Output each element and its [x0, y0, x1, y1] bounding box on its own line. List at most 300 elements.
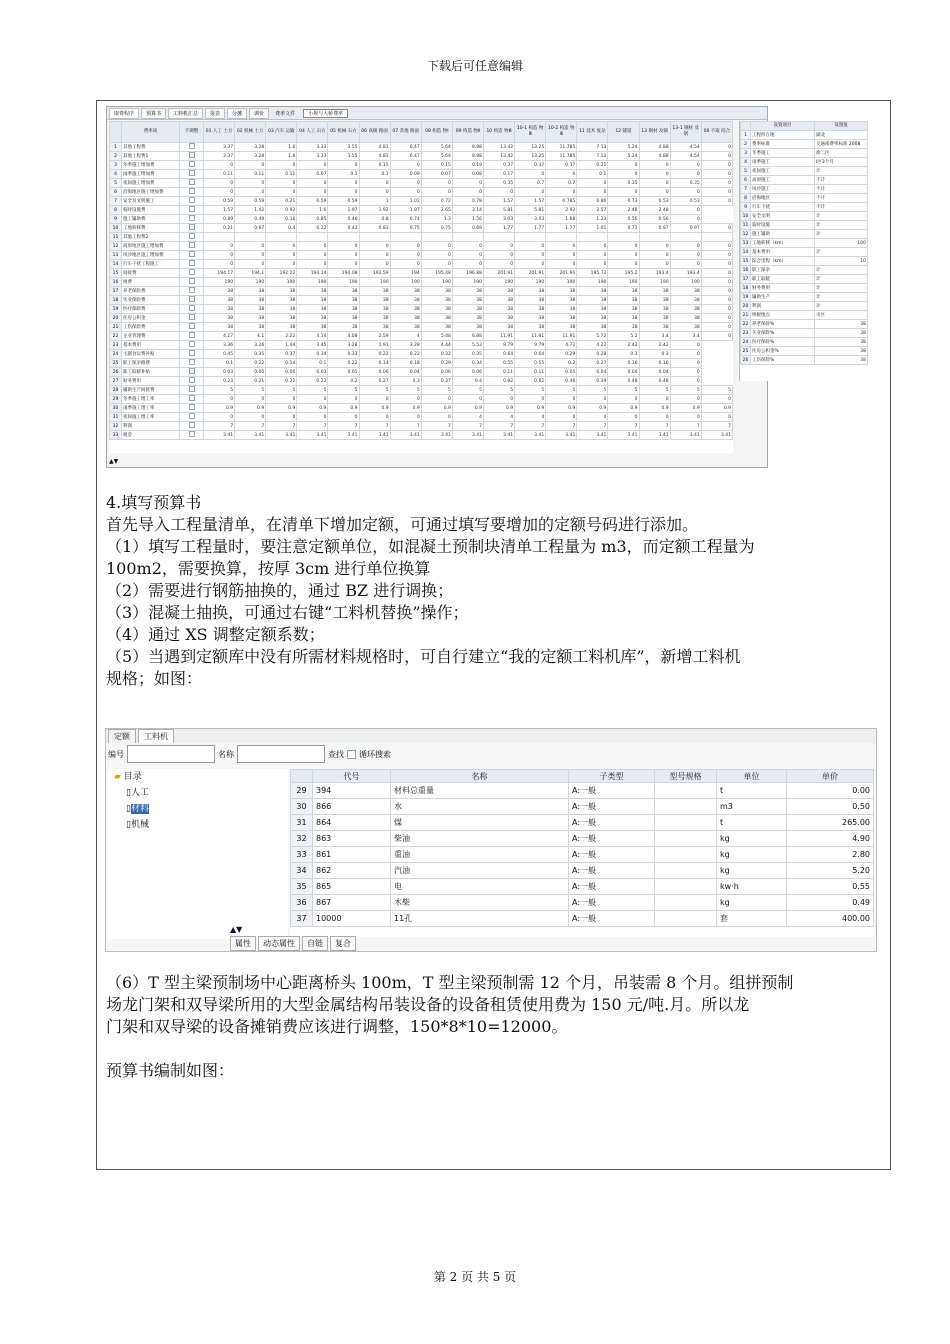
fee-rate-cell[interactable]: 38	[483, 305, 514, 314]
fee-rate-cell[interactable]: 0.04	[577, 368, 608, 377]
fee-rate-cell[interactable]: 190	[235, 278, 266, 287]
fee-rate-cell[interactable]: 0	[670, 161, 701, 170]
fee-rate-cell[interactable]: 11.91	[483, 332, 514, 341]
material-price[interactable]: 2.80	[787, 847, 874, 863]
fee-rate-cell[interactable]: 0	[359, 395, 390, 404]
settings-row[interactable]	[741, 320, 868, 329]
fee-rate-cell[interactable]: 0	[701, 152, 732, 161]
material-unit[interactable]: kg	[717, 847, 787, 863]
fee-rate-cell[interactable]: 0	[328, 242, 359, 251]
fee-rate-cell[interactable]: 6.88	[452, 332, 483, 341]
table-row[interactable]	[110, 269, 733, 278]
fee-rate-cell[interactable]: 5	[452, 386, 483, 395]
fee-rate-cell[interactable]: 2.59	[359, 332, 390, 341]
fee-rate-cell[interactable]: 0	[546, 170, 577, 179]
fee-rate-cell[interactable]: 0.49	[235, 215, 266, 224]
fee-rate-cell[interactable]: 190	[452, 278, 483, 287]
fee-rate-cell[interactable]: 4.14	[297, 332, 328, 341]
fee-rate-cell[interactable]: 0	[639, 413, 670, 422]
fee-rate-cell[interactable]: 38	[328, 323, 359, 332]
fee-rate-cell[interactable]: 38	[515, 287, 546, 296]
fee-rate-cell[interactable]: 3.37	[204, 152, 235, 161]
table-row[interactable]	[110, 278, 733, 287]
fee-rate-cell[interactable]: 0.32	[421, 350, 452, 359]
fee-rate-cell[interactable]: 0	[483, 260, 514, 269]
fee-rate-cell[interactable]	[701, 233, 732, 242]
fee-rate-cell[interactable]: 0.03	[204, 368, 235, 377]
fee-rate-cell[interactable]: 38	[421, 296, 452, 305]
setting-value[interactable]: 计	[815, 212, 868, 221]
fee-rate-cell[interactable]: 5.64	[421, 152, 452, 161]
no-adjust-checkbox[interactable]	[189, 404, 195, 410]
fee-rate-cell[interactable]: 3.41	[390, 431, 421, 440]
fee-rate-cell[interactable]: 3.41	[421, 431, 452, 440]
settings-row[interactable]	[741, 248, 868, 257]
fee-rate-cell[interactable]: 0.9	[483, 404, 514, 413]
fee-rate-cell[interactable]: 0	[390, 260, 421, 269]
no-adjust-checkbox[interactable]	[189, 377, 195, 383]
fee-rate-cell[interactable]: 38	[266, 314, 297, 323]
no-adjust-checkbox[interactable]	[189, 287, 195, 293]
fee-rate-cell[interactable]: 0.17	[483, 170, 514, 179]
fee-rate-cell[interactable]: 0	[701, 413, 732, 422]
material-unit[interactable]: kg	[717, 895, 787, 911]
table-row[interactable]	[291, 799, 874, 815]
fee-rate-cell[interactable]: 3.41	[204, 431, 235, 440]
fee-rate-cell[interactable]: 0.73	[608, 197, 639, 206]
fee-rate-cell[interactable]: 0.72	[421, 197, 452, 206]
fee-rate-cell[interactable]: 38	[670, 305, 701, 314]
fee-rate-cell[interactable]: 0	[670, 206, 701, 215]
fee-rate-cell[interactable]: 3.41	[701, 431, 732, 440]
fee-rate-cell[interactable]: 3.33	[297, 152, 328, 161]
material-price[interactable]: 0.00	[787, 783, 874, 799]
no-adjust-checkbox[interactable]	[189, 278, 195, 284]
fee-rate-cell[interactable]: 0	[546, 260, 577, 269]
fee-rate-cell[interactable]: 0.53	[639, 197, 670, 206]
fee-rate-cell[interactable]: 0.9	[204, 404, 235, 413]
fee-rate-cell[interactable]: 0	[701, 197, 732, 206]
material-code[interactable]: 867	[313, 895, 391, 911]
table-row[interactable]	[110, 215, 733, 224]
fee-rate-cell[interactable]: 0	[515, 251, 546, 260]
fee-rate-cell[interactable]: 38	[546, 296, 577, 305]
fee-rate-cell[interactable]: 4.1	[235, 332, 266, 341]
material-spec[interactable]	[655, 863, 717, 879]
table-row[interactable]	[110, 323, 733, 332]
fee-rate-cell[interactable]: 4.54	[670, 143, 701, 152]
setting-value[interactable]: 不计	[815, 203, 868, 212]
fee-rate-cell[interactable]: 0.03	[297, 368, 328, 377]
fee-rate-cell[interactable]: 11.785	[546, 143, 577, 152]
fee-rate-cell[interactable]: 0.7	[546, 179, 577, 188]
fee-rate-cell[interactable]: 0	[204, 188, 235, 197]
fee-rate-cell[interactable]: 5	[359, 386, 390, 395]
table-row[interactable]	[291, 815, 874, 831]
fee-rate-cell[interactable]: 2.42	[608, 341, 639, 350]
fee-rate-cell[interactable]: 0.4	[266, 224, 297, 233]
fee-rate-cell[interactable]: 0	[452, 395, 483, 404]
fee-rate-cell[interactable]: 0.16	[608, 359, 639, 368]
fee-rate-cell[interactable]: 3.33	[297, 143, 328, 152]
fee-rate-cell[interactable]: 0	[235, 413, 266, 422]
fee-rate-cell[interactable]	[546, 233, 577, 242]
fee-rate-cell[interactable]: 0	[235, 251, 266, 260]
fee-rate-cell[interactable]: 4	[515, 413, 546, 422]
fee-rate-cell[interactable]: 38	[204, 323, 235, 332]
table-row[interactable]	[110, 296, 733, 305]
fee-rate-cell[interactable]: 190	[328, 278, 359, 287]
fee-rate-cell[interactable]: 0.11	[515, 368, 546, 377]
tab-fee-program[interactable]: 取费程序	[109, 108, 139, 119]
fee-rate-cell[interactable]	[421, 233, 452, 242]
fee-rate-cell[interactable]: 0.46	[328, 215, 359, 224]
fee-rate-cell[interactable]: 38	[639, 305, 670, 314]
fee-rate-cell[interactable]: 0	[670, 188, 701, 197]
fee-rate-cell[interactable]	[235, 233, 266, 242]
fee-rate-cell[interactable]: 4	[390, 332, 421, 341]
material-name[interactable]: 电	[391, 879, 569, 895]
fee-rate-cell[interactable]: 1.97	[328, 206, 359, 215]
material-unit[interactable]: t	[717, 783, 787, 799]
fee-rate-cell[interactable]: 0.35	[670, 179, 701, 188]
fee-rate-cell[interactable]: 0	[204, 242, 235, 251]
table-row[interactable]	[110, 152, 733, 161]
fee-rate-cell[interactable]: 11.91	[546, 332, 577, 341]
no-adjust-checkbox[interactable]	[189, 341, 195, 347]
fee-rate-cell[interactable]: 0	[701, 395, 732, 404]
fee-rate-cell[interactable]: 38	[452, 314, 483, 323]
fee-rate-cell[interactable]: 0.15	[421, 161, 452, 170]
tab-allocate[interactable]: 分摊	[227, 108, 247, 119]
fee-rate-cell[interactable]: 0	[701, 305, 732, 314]
table-row[interactable]	[110, 233, 733, 242]
fee-rate-cell[interactable]: 0	[359, 179, 390, 188]
fee-rate-cell[interactable]: 0	[235, 188, 266, 197]
fee-rate-cell[interactable]: 0	[297, 242, 328, 251]
fee-rate-cell[interactable]: 3.55	[328, 152, 359, 161]
material-name[interactable]: 木柴	[391, 895, 569, 911]
material-price[interactable]: 0.50	[787, 799, 874, 815]
fee-rate-cell[interactable]: 0.21	[204, 224, 235, 233]
fee-rate-cell[interactable]	[297, 233, 328, 242]
fee-rate-cell[interactable]: 190	[204, 278, 235, 287]
fee-rate-cell[interactable]: 0	[204, 260, 235, 269]
tab-material[interactable]: 工料机	[138, 729, 174, 743]
fee-rate-cell[interactable]: 0	[546, 188, 577, 197]
fee-rate-cell[interactable]: 38	[390, 287, 421, 296]
fee-rate-cell[interactable]: 0.07	[421, 170, 452, 179]
fee-rate-cell[interactable]: 0	[670, 368, 701, 377]
table-row[interactable]	[110, 341, 733, 350]
fee-rate-cell[interactable]: 1.56	[452, 215, 483, 224]
fee-rate-cell[interactable]: 0	[421, 242, 452, 251]
fee-rate-cell[interactable]: 201.91	[546, 269, 577, 278]
fee-rate-cell[interactable]: 11.91	[515, 332, 546, 341]
code-input[interactable]	[127, 745, 215, 763]
fee-rate-cell[interactable]: 0.89	[204, 215, 235, 224]
fee-rate-cell[interactable]: 5.2	[608, 332, 639, 341]
fee-rate-cell[interactable]: 0	[670, 260, 701, 269]
fee-rate-cell[interactable]: 3.36	[204, 341, 235, 350]
settings-row[interactable]	[741, 338, 868, 347]
fee-rate-cell[interactable]: 38	[546, 323, 577, 332]
fee-rate-cell[interactable]: 0	[701, 278, 732, 287]
fee-rate-cell[interactable]: 0	[421, 251, 452, 260]
fee-rate-cell[interactable]: 0	[670, 395, 701, 404]
fee-rate-cell[interactable]: 3.41	[608, 431, 639, 440]
table-row[interactable]	[110, 305, 733, 314]
fee-rate-cell[interactable]: 194.08	[328, 269, 359, 278]
fee-rate-cell[interactable]: 0.9	[546, 404, 577, 413]
fee-rate-cell[interactable]: 0.33	[328, 350, 359, 359]
fee-rate-cell[interactable]: 0	[297, 260, 328, 269]
material-price[interactable]: 400.00	[787, 911, 874, 927]
fee-rate-cell[interactable]: 0	[204, 413, 235, 422]
fee-rate-cell[interactable]: 0	[701, 251, 732, 260]
fee-rate-cell[interactable]: 0	[235, 260, 266, 269]
tree-root[interactable]	[108, 769, 288, 785]
fee-rate-cell[interactable]: 0.07	[297, 170, 328, 179]
settings-row[interactable]	[741, 275, 868, 284]
fee-rate-cell[interactable]: 192.22	[266, 269, 297, 278]
material-price[interactable]: 265.00	[787, 815, 874, 831]
fee-rate-cell[interactable]: 0.48	[608, 377, 639, 386]
fee-rate-cell[interactable]: 38	[328, 287, 359, 296]
no-adjust-checkbox[interactable]	[189, 143, 195, 149]
fee-rate-cell[interactable]: 38	[390, 323, 421, 332]
fee-rate-cell[interactable]: 0	[639, 179, 670, 188]
fee-rate-cell[interactable]: 1.92	[359, 206, 390, 215]
fee-rate-cell[interactable]: 7.13	[577, 152, 608, 161]
fee-rate-cell[interactable]: 0.59	[235, 197, 266, 206]
fee-rate-cell[interactable]: 0	[546, 251, 577, 260]
fee-rate-cell[interactable]: 8.88	[452, 152, 483, 161]
no-adjust-checkbox[interactable]	[189, 224, 195, 230]
fee-rate-cell[interactable]: 0	[670, 377, 701, 386]
fee-rate-cell[interactable]: 0.1	[297, 359, 328, 368]
fee-rate-cell[interactable]: 0	[483, 188, 514, 197]
fee-rate-cell[interactable]: 0	[235, 242, 266, 251]
fee-rate-cell[interactable]: 38	[546, 305, 577, 314]
fee-rate-cell[interactable]: 38	[608, 314, 639, 323]
fee-rate-cell[interactable]: 190	[515, 278, 546, 287]
fee-rate-cell[interactable]: 7	[204, 422, 235, 431]
fee-rate-cell[interactable]: 0.35	[235, 350, 266, 359]
fee-rate-cell[interactable]	[639, 233, 670, 242]
fee-rate-cell[interactable]: 4	[452, 413, 483, 422]
fee-rate-cell[interactable]: 38	[546, 287, 577, 296]
fee-rate-cell[interactable]: 0.28	[577, 350, 608, 359]
no-adjust-checkbox[interactable]	[189, 413, 195, 419]
fee-rate-cell[interactable]: 0.3	[639, 350, 670, 359]
fee-rate-cell[interactable]: 0.82	[483, 377, 514, 386]
fee-rate-cell[interactable]: 0	[266, 260, 297, 269]
setting-value[interactable]: 计	[815, 167, 868, 176]
fee-rate-cell[interactable]	[670, 233, 701, 242]
fee-rate-cell[interactable]: 38	[546, 314, 577, 323]
fee-rate-cell[interactable]: 38	[577, 305, 608, 314]
fee-rate-cell[interactable]: 2.48	[639, 206, 670, 215]
fee-rate-cell[interactable]: 7	[328, 422, 359, 431]
fee-rate-cell[interactable]: 4.54	[670, 152, 701, 161]
fee-rate-cell[interactable]: 0.1	[359, 170, 390, 179]
fee-rate-cell[interactable]: 0	[328, 413, 359, 422]
fee-rate-cell[interactable]: 0.2	[546, 359, 577, 368]
fee-rate-cell[interactable]: 0.04	[390, 368, 421, 377]
fee-rate-cell[interactable]: 38	[235, 296, 266, 305]
fee-rate-cell[interactable]: 0.39	[577, 377, 608, 386]
fee-rate-cell[interactable]: 1	[359, 197, 390, 206]
fee-rate-cell[interactable]: 38	[390, 296, 421, 305]
fee-rate-cell[interactable]: 0.22	[328, 359, 359, 368]
fee-rate-cell[interactable]: 7	[577, 422, 608, 431]
fee-rate-cell[interactable]: 0.35	[483, 179, 514, 188]
fee-rate-cell[interactable]: 38	[266, 296, 297, 305]
fee-rate-cell[interactable]: 195.72	[577, 269, 608, 278]
fee-rate-cell[interactable]: 0	[297, 179, 328, 188]
tab-composite[interactable]: 复合	[330, 936, 356, 951]
fee-rate-cell[interactable]: 190	[670, 278, 701, 287]
fee-rate-cell[interactable]: 0	[515, 242, 546, 251]
fee-rate-cell[interactable]: 0	[701, 179, 732, 188]
fee-rate-cell[interactable]: 38	[577, 296, 608, 305]
fee-rate-cell[interactable]: 0.11	[204, 170, 235, 179]
fee-rate-cell[interactable]: 0.1	[577, 170, 608, 179]
fee-rate-cell[interactable]: 0	[359, 242, 390, 251]
setting-value[interactable]: 计	[815, 275, 868, 284]
fee-rate-cell[interactable]: 0.3	[390, 377, 421, 386]
fee-rate-cell[interactable]: 0	[297, 395, 328, 404]
fee-rate-cell[interactable]: 11.785	[546, 152, 577, 161]
fee-rate-cell[interactable]: 0.46	[546, 377, 577, 386]
fee-rate-cell[interactable]: 0	[608, 161, 639, 170]
fee-rate-cell[interactable]: 1.44	[266, 341, 297, 350]
fee-rate-cell[interactable]: 0.9	[297, 404, 328, 413]
fee-rate-cell[interactable]: 0	[701, 170, 732, 179]
setting-value[interactable]: 计	[815, 284, 868, 293]
material-spec[interactable]	[655, 783, 717, 799]
fee-rate-cell[interactable]: 0	[701, 188, 732, 197]
table-row[interactable]	[110, 413, 733, 422]
fee-rate-cell[interactable]: 38	[297, 287, 328, 296]
fee-rate-cell[interactable]: 0.35	[452, 350, 483, 359]
fee-rate-cell[interactable]: 0.74	[390, 215, 421, 224]
fee-rate-cell[interactable]: 0	[204, 251, 235, 260]
fee-rate-cell[interactable]: 0	[328, 251, 359, 260]
no-adjust-checkbox[interactable]	[189, 431, 195, 437]
fee-rate-cell[interactable]: 195.48	[421, 269, 452, 278]
material-code[interactable]: 861	[313, 847, 391, 863]
fee-rate-cell[interactable]: 1.57	[515, 197, 546, 206]
tab-dynamic-property[interactable]: 动态属性	[258, 936, 300, 951]
fee-rate-cell[interactable]	[328, 233, 359, 242]
fee-rate-cell[interactable]: 0	[452, 260, 483, 269]
setting-value[interactable]: 不计	[815, 194, 868, 203]
fee-rate-cell[interactable]: 5	[577, 386, 608, 395]
fee-rate-cell[interactable]: 8.88	[452, 143, 483, 152]
fee-rate-cell[interactable]: 190	[359, 278, 390, 287]
fee-rate-cell[interactable]: 0	[204, 395, 235, 404]
fee-rate-cell[interactable]: 0	[670, 350, 701, 359]
fee-rate-cell[interactable]: 38	[608, 323, 639, 332]
table-row[interactable]	[110, 143, 733, 152]
fee-rate-cell[interactable]: 1.77	[483, 224, 514, 233]
material-spec[interactable]	[655, 831, 717, 847]
fee-rate-cell[interactable]: 0.86	[577, 197, 608, 206]
fee-rate-cell[interactable]: 0.06	[266, 368, 297, 377]
fee-rate-cell[interactable]: 2.48	[608, 206, 639, 215]
fee-rate-cell[interactable]: 0.9	[390, 404, 421, 413]
fee-rate-cell[interactable]: 2.92	[546, 206, 577, 215]
tab-report[interactable]: 报表	[205, 108, 225, 119]
fee-rate-cell[interactable]: 38	[328, 305, 359, 314]
table-row[interactable]	[110, 287, 733, 296]
fee-rate-cell[interactable]: 7	[359, 422, 390, 431]
table-row[interactable]	[110, 170, 733, 179]
fee-rate-cell[interactable]: 38	[390, 314, 421, 323]
fee-rate-cell[interactable]: 7	[452, 422, 483, 431]
fee-rate-cell[interactable]: 0.9	[577, 404, 608, 413]
no-adjust-checkbox[interactable]	[189, 233, 195, 239]
fee-rate-cell[interactable]: 196.88	[452, 269, 483, 278]
table-row[interactable]	[291, 847, 874, 863]
no-adjust-checkbox[interactable]	[189, 332, 195, 338]
fee-rate-cell[interactable]: 4.22	[577, 341, 608, 350]
fee-rate-cell[interactable]: 0	[421, 179, 452, 188]
fee-rate-cell[interactable]: 0	[266, 242, 297, 251]
fee-rate-cell[interactable]: 3.45	[297, 341, 328, 350]
fee-rate-cell[interactable]: 0.21	[266, 377, 297, 386]
fee-rate-cell[interactable]: 38	[639, 323, 670, 332]
fee-rate-cell[interactable]: 0.75	[390, 224, 421, 233]
fee-rate-cell[interactable]: 4.81	[359, 152, 390, 161]
fee-rate-cell[interactable]: 0	[577, 188, 608, 197]
fee-rate-cell[interactable]: 38	[204, 314, 235, 323]
fee-rate-cell[interactable]: 0.64	[515, 350, 546, 359]
fee-rate-cell[interactable]: 0.16	[266, 215, 297, 224]
fee-rate-cell[interactable]: 0	[266, 413, 297, 422]
settings-row[interactable]	[741, 221, 868, 230]
fee-rate-cell[interactable]: 7.13	[577, 143, 608, 152]
fee-rate-cell[interactable]: 0.27	[577, 359, 608, 368]
fee-rate-cell[interactable]: 0	[639, 260, 670, 269]
fee-rate-cell[interactable]: 38	[297, 305, 328, 314]
setting-value[interactable]: 计	[815, 293, 868, 302]
fee-rate-cell[interactable]: 192.59	[359, 269, 390, 278]
fee-rate-cell[interactable]: 0	[701, 143, 732, 152]
fee-rate-cell[interactable]: 0.34	[452, 359, 483, 368]
no-adjust-checkbox[interactable]	[189, 359, 195, 365]
fee-rate-cell[interactable]: 7	[515, 422, 546, 431]
fee-rate-cell[interactable]: 0	[328, 161, 359, 170]
fee-rate-cell[interactable]: 190	[390, 278, 421, 287]
fee-rate-cell[interactable]: 5	[546, 386, 577, 395]
fee-rate-cell[interactable]: 0	[608, 260, 639, 269]
material-name[interactable]: 水	[391, 799, 569, 815]
fee-rate-cell[interactable]: 3.4	[670, 332, 701, 341]
no-adjust-checkbox[interactable]	[189, 323, 195, 329]
fee-rate-cell[interactable]: 0.05	[328, 368, 359, 377]
fee-rate-cell[interactable]: 0.55	[483, 359, 514, 368]
fee-rate-cell[interactable]: 194.14	[297, 269, 328, 278]
fee-rate-cell[interactable]: 0	[701, 287, 732, 296]
fee-rate-cell[interactable]: 4	[577, 413, 608, 422]
tree-item-machine[interactable]	[108, 817, 288, 833]
fee-rate-cell[interactable]: 0	[266, 179, 297, 188]
no-adjust-checkbox[interactable]	[189, 188, 195, 194]
fee-rate-cell[interactable]: 0.9	[452, 404, 483, 413]
